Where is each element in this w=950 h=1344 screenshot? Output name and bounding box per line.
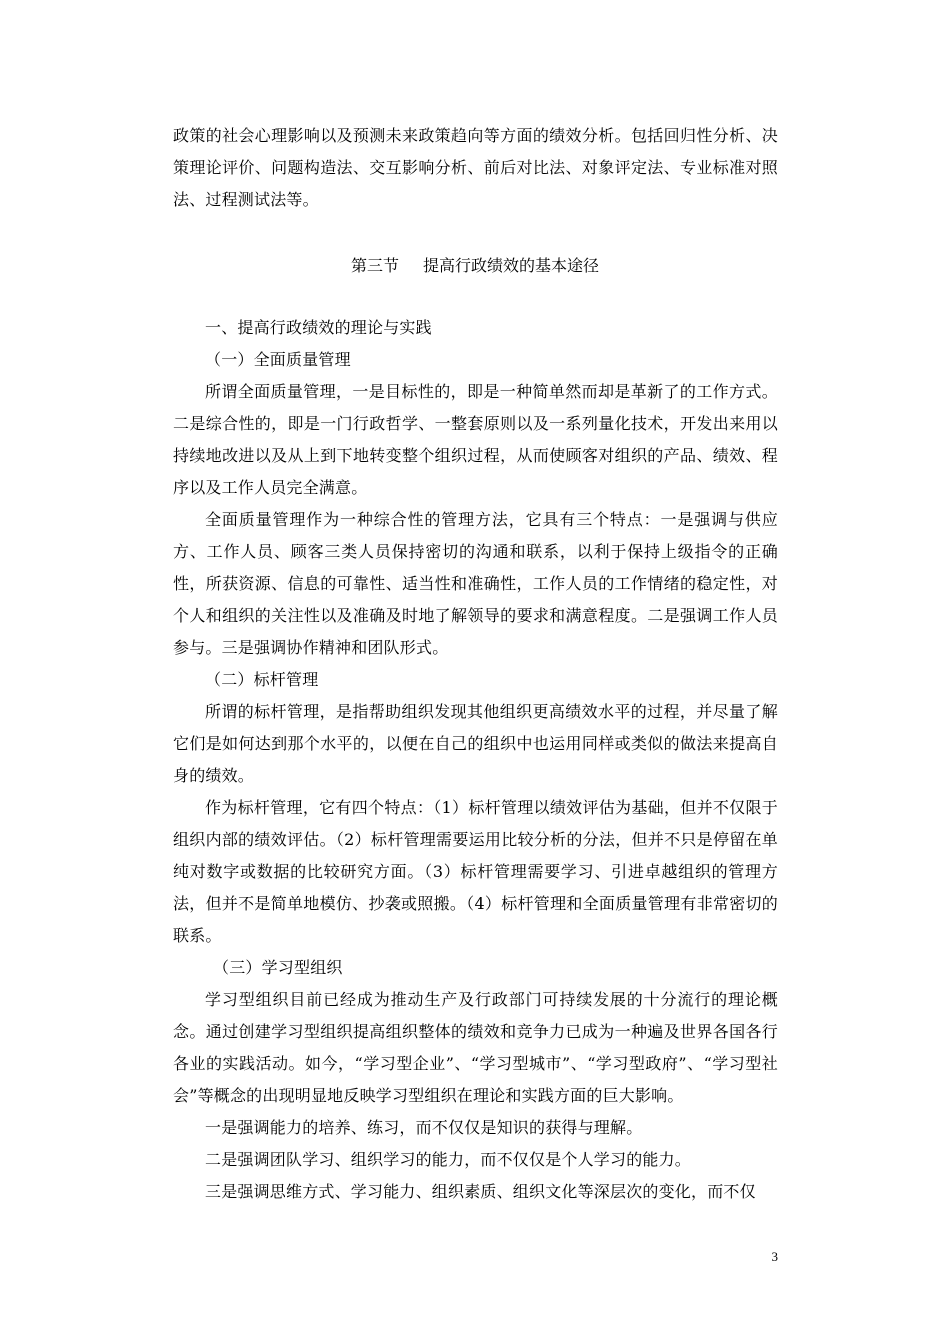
section-heading: 提高行政绩效的基本途径 [423,256,600,275]
subheading-learning-organization: （三）学习型组织 [213,958,343,977]
subheading-tqm: （一）全面质量管理 [205,350,351,369]
paragraph-tqm-features: 全面质量管理作为一种综合性的管理方法，它具有三个特点：一是强调与供应方、工作人员、顾客三类人员保持密切的沟通和联系，以利于保持上级指令的正确性，所获资源、信息的可靠性、适当性和准确性，工作人员的工作情绪的稳定性，对个人和组织的关注性以及准确及时地了解领导的要求和满意程度。二是强调工作人员参与。三是强调协作精神和团队形式。 [173,510,778,657]
intro-paragraph: 政策的社会心理影响以及预测未来政策趋向等方面的绩效分析。包括回归性分析、决策理论评价、问题构造法、交互影响分析、前后对比法、对象评定法、专业标准对照法、过程测试法等。 [173,126,778,209]
paragraph-learning-organization: 学习型组织目前已经成为推动生产及行政部门可持续发展的十分流行的理论概念。通过创建学习型组织提高组织整体的绩效和竞争力已成为一种遍及世界各国各行各业的实践活动。如今，“学习型企业”、“学习型城市”、“学习型政府”、“学习型社会”等概念的出现明显地反映学习型组织在理论和实践方面的巨大影响。 [173,990,778,1105]
paragraph-point-three: 三是强调思维方式、学习能力、组织素质、组织文化等深层次的变化，而不仅 [205,1182,756,1201]
page-number: 3 [771,1249,778,1264]
paragraph-benchmarking-features: 作为标杆管理，它有四个特点：（1）标杆管理以绩效评估为基础，但并不仅限于组织内部的绩效评估。（2）标杆管理需要运用比较分析的分法，但并不只是停留在单纯对数字或数据的比较研究方面。（3）标杆管理需要学习、引进卓越组织的管理方法，但并不是简单地模仿、抄袭或照搬。（4）标杆管理和全面质量管理有非常密切的联系。 [173,798,778,945]
paragraph-benchmarking-definition: 所谓的标杆管理，是指帮助组织发现其他组织更高绩效水平的过程，并尽量了解它们是如何达到那个水平的，以便在自己的组织中也运用同样或类似的做法来提高自身的绩效。 [173,702,778,785]
intro-block [173,120,778,216]
paragraph-point-one: 一是强调能力的培养、练习，而不仅仅是知识的获得与理解。 [205,1118,643,1137]
section-title [0,250,950,282]
main-content [173,312,778,1208]
subheading-benchmarking: （二）标杆管理 [205,670,319,689]
paragraph-point-two: 二是强调团队学习、组织学习的能力，而不仅仅是个人学习的能力。 [205,1150,692,1169]
section-number: 第三节 [350,256,399,275]
heading-level1: 一、提高行政绩效的理论与实践 [205,318,432,337]
paragraph-tqm-definition: 所谓全面质量管理，一是目标性的，即是一种简单然而却是革新了的工作方式。二是综合性的，即是一门行政哲学、一整套原则以及一系列量化技术，开发出来用以持续地改进以及从上到下地转变整个组织过程，从而使顾客对组织的产品、绩效、程序以及工作人员完全满意。 [173,382,778,497]
